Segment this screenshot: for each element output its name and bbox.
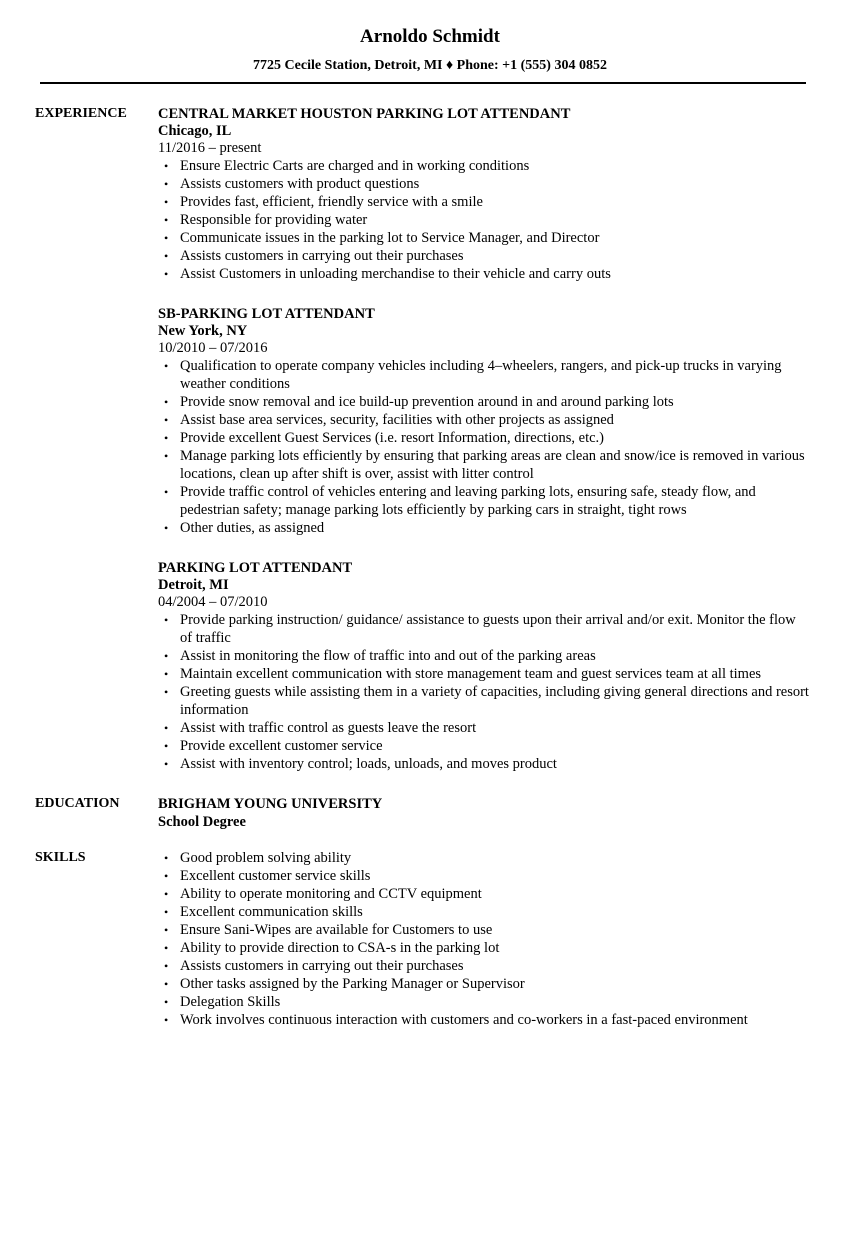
- job-duties-list: [158, 357, 820, 537]
- candidate-name: Arnoldo Schmidt: [360, 26, 500, 47]
- education-label: EDUCATION: [35, 796, 120, 811]
- duty-item: • Provide traffic control of vehicles entering and leaving parking lots, ensuring safe, steady flow, and pedestrian safety; manage parking lots efficiently by parking cars in straight, tight rows: [158, 483, 810, 519]
- skill-item: • Excellent communication skills: [158, 903, 810, 921]
- experience-section: [35, 105, 820, 773]
- skill-item: • Work involves continuous interaction with customers and co-workers in a fast-paced environment: [158, 1011, 810, 1029]
- job-entry: [158, 559, 820, 773]
- job-location: Chicago, IL: [158, 123, 232, 139]
- job-dates: 10/2010 – 07/2016: [158, 340, 268, 356]
- duty-item: • Ensure Electric Carts are charged and in working conditions: [158, 157, 810, 175]
- job-duties-list: [158, 611, 820, 773]
- duty-item: • Maintain excellent communication with store management team and guest services team at all times: [158, 665, 810, 683]
- degree: School Degree: [158, 814, 246, 830]
- skill-item: • Ability to operate monitoring and CCTV equipment: [158, 885, 810, 903]
- job-title: SB-PARKING LOT ATTENDANT: [158, 306, 375, 322]
- duty-item: • Assist Customers in unloading merchandise to their vehicle and carry outs: [158, 265, 810, 283]
- duty-item: • Provides fast, efficient, friendly service with a smile: [158, 193, 810, 211]
- job-location: Detroit, MI: [158, 577, 229, 593]
- experience-label: EXPERIENCE: [35, 106, 127, 121]
- skill-item: • Excellent customer service skills: [158, 867, 810, 885]
- duty-item: • Manage parking lots efficiently by ensuring that parking areas are clean and snow/ice is removed in various locations, clean up after shift is over, assist with litter control: [158, 447, 810, 483]
- skills-section: [35, 849, 820, 1029]
- duty-item: • Assist with inventory control; loads, unloads, and moves product: [158, 755, 810, 773]
- duty-item: • Provide excellent customer service: [158, 737, 810, 755]
- duty-item: • Assists customers in carrying out their purchases: [158, 247, 810, 265]
- duty-item: • Communicate issues in the parking lot to Service Manager, and Director: [158, 229, 810, 247]
- skill-item: • Ensure Sani-Wipes are available for Customers to use: [158, 921, 810, 939]
- duty-item: • Provide parking instruction/ guidance/ assistance to guests upon their arrival and/or exit. Monitor the flow of traffic: [158, 611, 810, 647]
- duty-item: • Assists customers with product questions: [158, 175, 810, 193]
- contact-line: 7725 Cecile Station, Detroit, MI ♦ Phone: +1 (555) 304 0852: [253, 58, 607, 73]
- job-dates: 04/2004 – 07/2010: [158, 594, 268, 610]
- duty-item: • Provide snow removal and ice build-up prevention around in and around parking lots: [158, 393, 810, 411]
- duty-item: • Greeting guests while assisting them in a variety of capacities, including giving general directions and resort information: [158, 683, 810, 719]
- education-section: [35, 795, 820, 831]
- duty-item: • Responsible for providing water: [158, 211, 810, 229]
- job-location: New York, NY: [158, 323, 248, 339]
- duty-item: • Provide excellent Guest Services (i.e. resort Information, directions, etc.): [158, 429, 810, 447]
- resume-header: [0, 0, 860, 74]
- skill-item: • Delegation Skills: [158, 993, 810, 1011]
- skill-item: • Good problem solving ability: [158, 849, 810, 867]
- duty-item: • Assist with traffic control as guests leave the resort: [158, 719, 810, 737]
- skills-list: [158, 849, 820, 1029]
- skill-item: • Ability to provide direction to CSA-s in the parking lot: [158, 939, 810, 957]
- school-name: BRIGHAM YOUNG UNIVERSITY: [158, 796, 383, 812]
- experience-list: [158, 105, 820, 773]
- duty-item: • Assist base area services, security, facilities with other projects as assigned: [158, 411, 810, 429]
- skill-item: • Assists customers in carrying out their purchases: [158, 957, 810, 975]
- duty-item: • Other duties, as assigned: [158, 519, 810, 537]
- header-divider: [40, 82, 806, 84]
- job-entry: [158, 305, 820, 537]
- duty-item: • Assist in monitoring the flow of traffic into and out of the parking areas: [158, 647, 810, 665]
- job-dates: 11/2016 – present: [158, 140, 262, 156]
- skill-item: • Other tasks assigned by the Parking Manager or Supervisor: [158, 975, 810, 993]
- job-entry: [158, 105, 820, 283]
- duty-item: • Qualification to operate company vehicles including 4–wheelers, rangers, and pick-up trucks in varying weather conditions: [158, 357, 810, 393]
- job-title: CENTRAL MARKET HOUSTON PARKING LOT ATTENDANT: [158, 106, 571, 122]
- skills-label: SKILLS: [35, 850, 86, 865]
- job-duties-list: [158, 157, 820, 283]
- job-title: PARKING LOT ATTENDANT: [158, 560, 353, 576]
